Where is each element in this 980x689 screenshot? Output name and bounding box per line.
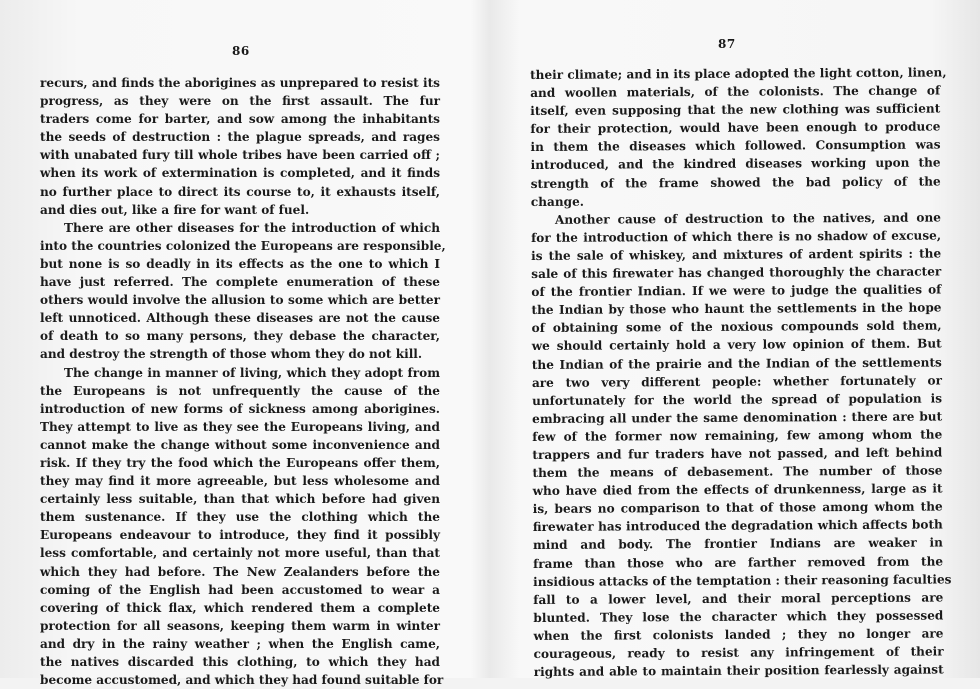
text-line: them sustenance. If they use the clothing which the bbox=[40, 510, 440, 525]
text-line: firewater has introduced the degradation which affects both bbox=[532, 517, 943, 535]
text-line: others would involve the allusion to some which are better bbox=[40, 293, 440, 308]
text-line: which they had before. The New Zealanders before the bbox=[40, 564, 440, 579]
text-line: the seeds of destruction : the plague spreads, and rages bbox=[40, 130, 440, 145]
text-line: of obtaining some of the noxious compounds sold them, bbox=[531, 318, 942, 336]
text-line: for their protection, would have been enough to produce bbox=[530, 119, 941, 137]
text-line: and dry in the rainy weather ; when the English came, bbox=[40, 636, 440, 651]
text-line: is the sale of whiskey, and mixtures of ardent spirits : the bbox=[531, 246, 942, 263]
text-line: with unabated fury till whole tribes have been carried off ; bbox=[40, 148, 440, 163]
text-line: blunted. They lose the character which they possessed bbox=[533, 608, 944, 625]
text-line: they may find it more agreeable, but less wholesome and bbox=[40, 474, 440, 489]
text-line: the Indian of the prairie and the Indian of the settlements bbox=[531, 354, 942, 372]
text-line: in them the diseases which followed. Consumption was bbox=[530, 137, 941, 155]
text-line: There are other diseases for the introduction of which bbox=[64, 220, 440, 235]
text-line: protection for all seasons, keeping them warm in winter bbox=[40, 618, 440, 633]
right-page bbox=[500, 0, 980, 678]
text-line: is, bears no comparison to that of those among whom the bbox=[532, 499, 943, 517]
right-page-number: 87 bbox=[718, 37, 736, 51]
left-page-number: 86 bbox=[232, 44, 250, 58]
text-line: are two very different people: whether fortunately or bbox=[531, 373, 942, 390]
text-line: become accustomed, and which they had found suitable for bbox=[40, 673, 444, 688]
text-line: when the first colonists landed ; they no longer are bbox=[533, 626, 944, 643]
text-line: coming of the English had been accustomed to wear a bbox=[40, 582, 440, 597]
text-line: courageous, ready to resist any infringement of their bbox=[533, 644, 944, 661]
text-line: of the frontier Indian. If we were to judge the qualities of bbox=[531, 282, 942, 300]
text-line: They attempt to live as they see the Europeans living, and bbox=[40, 419, 440, 434]
text-line: few of the former now remaining, few among whom the bbox=[532, 427, 943, 444]
text-line: progress, as they were on the first assault. The fur bbox=[40, 94, 440, 109]
text-line: traders come for barter, and sow among the inhabitants bbox=[40, 112, 440, 127]
text-line: The change in manner of living, which they adopt from bbox=[64, 365, 440, 380]
text-line: risk. If they try the food which the Europeans offer them, bbox=[40, 455, 440, 470]
text-line: the Europeans is not unfrequently the cause of the bbox=[40, 383, 440, 398]
text-line: rights and able to maintain their position fearlessly against bbox=[533, 662, 944, 680]
text-line: no further place to direct its course to, it exhausts itself, bbox=[40, 184, 440, 199]
text-line: itself, even supposing that the new clothing was sufficient bbox=[530, 101, 941, 119]
text-line: certainly less suitable, than that which before had given bbox=[40, 492, 440, 507]
text-line: trappers and fur traders have not passed, and left behind bbox=[532, 445, 943, 462]
text-line: sale of this firewater has changed thoroughly the character bbox=[531, 264, 942, 282]
text-line: less comfortable, and certainly not more useful, than that bbox=[40, 546, 440, 561]
text-line: but none is so deadly in its effects as the one to which I bbox=[40, 256, 440, 271]
text-line: cannot make the change without some inconvenience and bbox=[40, 437, 440, 452]
text-line: mind and body. The frontier Indians are weaker in bbox=[532, 535, 943, 553]
text-line: and dies out, like a fire for want of fuel. bbox=[40, 202, 310, 217]
text-line: who have died from the effects of drunkenness, large as it bbox=[532, 481, 943, 499]
text-line: insidious attacks of the temptation : their reasoning faculties bbox=[533, 572, 952, 589]
text-line: left unnoticed. Although these diseases are not the cause bbox=[40, 311, 440, 326]
text-line: and woollen materials, of the colonists. The change of bbox=[530, 83, 941, 101]
left-page bbox=[0, 0, 480, 688]
text-line: the Indian by those who haunt the settlements in the hope bbox=[531, 300, 942, 318]
text-line: unfortunately for the world the spread of population is bbox=[532, 391, 943, 408]
text-line: introduction of new forms of sickness among aborigines. bbox=[40, 401, 440, 416]
text-line: for the introduction of which there is no shadow of excuse, bbox=[531, 228, 942, 245]
right-page-text bbox=[530, 63, 952, 681]
text-line: the natives discarded this clothing, to which they had bbox=[40, 655, 440, 669]
text-line: fall to a lower level, and their moral perceptions are bbox=[533, 590, 944, 607]
text-line: frame than those who are farther removed from the bbox=[532, 554, 944, 571]
text-line: and destroy the strength of those whom they do not kill. bbox=[40, 347, 423, 362]
text-line: introduced, and the kindred diseases working upon the bbox=[530, 155, 941, 173]
text-line: recurs, and finds the aborigines as unprepared to resist its bbox=[40, 76, 440, 90]
text-line: covering of thick flax, which rendered them a complete bbox=[40, 600, 440, 615]
text-line: embracing all under the same denomination : there are but bbox=[532, 409, 943, 426]
text-line: Another cause of destruction to the natives, and one bbox=[554, 210, 941, 227]
text-line: change. bbox=[530, 194, 585, 209]
text-line: of death to so many persons, they debase the character, bbox=[40, 329, 440, 344]
text-line: their climate; and in its place adopted the light cotton, linen, bbox=[530, 65, 947, 82]
text-line: we should certainly hold a very low opinion of them. But bbox=[531, 336, 942, 354]
text-line: them the means of debasement. The number of those bbox=[532, 463, 943, 481]
text-line: when its work of extermination is completed, and it finds bbox=[40, 166, 440, 181]
text-line: Europeans endeavour to introduce, they find it possibly bbox=[40, 528, 440, 543]
text-line: strength of the frame showed the bad policy of the bbox=[530, 174, 941, 191]
text-line: have just referred. The complete enumeration of these bbox=[40, 275, 440, 290]
text-line: into the countries colonized the Europeans are responsible, bbox=[40, 238, 446, 253]
left-page-text bbox=[40, 74, 446, 689]
